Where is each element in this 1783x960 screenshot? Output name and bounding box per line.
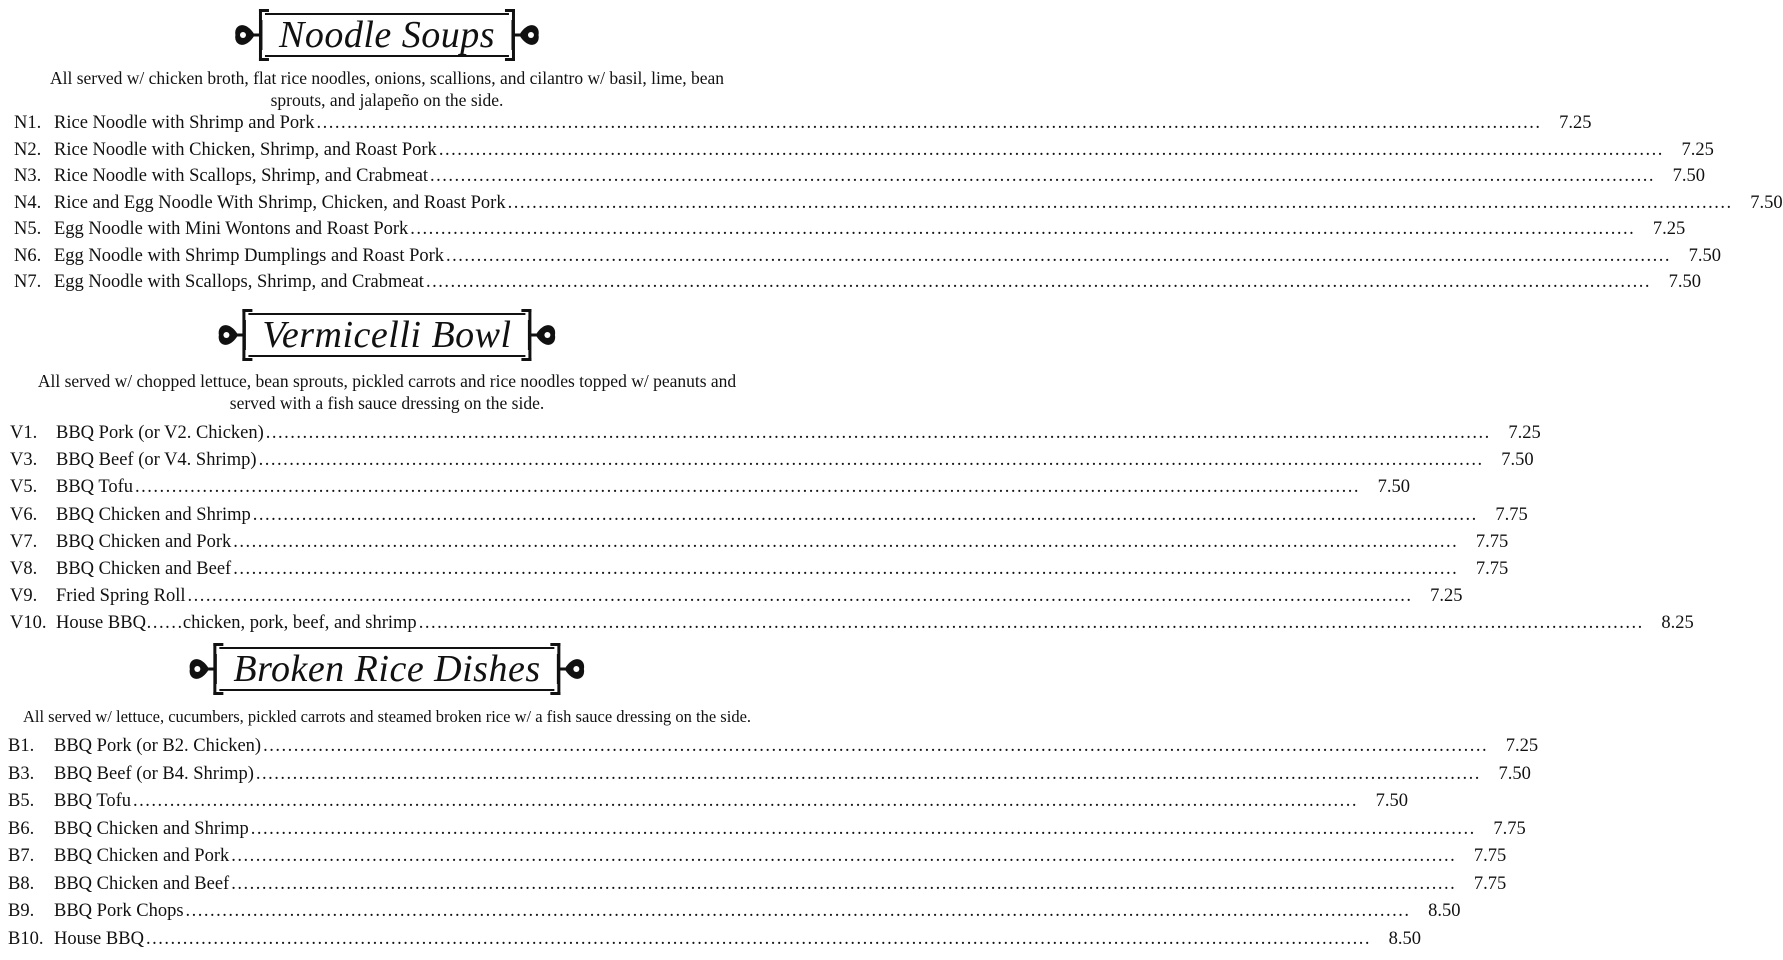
menu-item-code: V3. bbox=[10, 450, 38, 471]
menu-item-price: 7.50 bbox=[1375, 791, 1408, 811]
menu-item-row bbox=[0, 556, 1509, 583]
dot-leader: ........................................................................................................................................................................................................ bbox=[316, 113, 1542, 133]
dot-leader: ........................................................................................................................................................................................................ bbox=[252, 504, 1478, 525]
menu-item-code: B7. bbox=[8, 846, 35, 866]
dot-leader: ........................................................................................................................................................................................................ bbox=[255, 763, 1481, 784]
menu-item-code: B6. bbox=[8, 818, 35, 839]
dot-leader: ........................................................................................................................................................................................................ bbox=[233, 559, 1459, 579]
title-frame bbox=[219, 647, 554, 691]
section-description: All served w/ chopped lettuce, bean sprouts, pickled carrots and rice noodles topped w/ peanuts and served with a fish sauce dressing on the side. bbox=[37, 371, 737, 413]
dot-leader: ........................................................................................................................................................................................................ bbox=[185, 901, 1411, 921]
dot-leader: ........................................................................................................................................................................................................ bbox=[507, 192, 1733, 213]
dot-leader: ........................................................................................................................................................................................................ bbox=[145, 928, 1371, 949]
menu-item-name: Egg Noodle with Mini Wontons and Roast Pork bbox=[54, 219, 409, 239]
dot-leader: ........................................................................................................................................................................................................ bbox=[231, 873, 1457, 894]
menu-item-price: 8.50 bbox=[1388, 928, 1421, 949]
menu-item-price: 7.50 bbox=[1377, 477, 1410, 498]
menu-item-name: BBQ Chicken and Beef bbox=[56, 559, 232, 579]
menu-item-price: 8.25 bbox=[1661, 613, 1694, 634]
dot-leader: ........................................................................................................................................................................................................ bbox=[250, 818, 1476, 839]
menu-item-price: 7.50 bbox=[1501, 450, 1534, 471]
menu-item-code: N4. bbox=[14, 192, 42, 213]
dot-leader: ........................................................................................................................................................................................................ bbox=[263, 736, 1489, 756]
menu-item-row bbox=[0, 110, 1592, 137]
menu-item-code: N6. bbox=[14, 245, 42, 266]
menu-item-row bbox=[0, 926, 1421, 953]
menu-item-name: BBQ Beef (or B4. Shrimp) bbox=[54, 763, 254, 784]
section-description: All served w/ chicken broth, flat rice noodles, onions, scallions, and cilantro w/ basil, lime, bean sprouts, and jalapeño on the side. bbox=[49, 68, 725, 110]
title-frame bbox=[265, 13, 509, 57]
menu-item-code: N1. bbox=[14, 113, 42, 133]
menu-item-code: N3. bbox=[14, 166, 42, 186]
dot-leader: ........................................................................................................................................................................................................ bbox=[187, 586, 1413, 607]
menu-item-row bbox=[0, 474, 1410, 501]
menu-item-code: B9. bbox=[8, 901, 35, 921]
section-title: Broken Rice Dishes bbox=[233, 648, 541, 690]
menu-item-name: Rice Noodle with Shrimp and Pork bbox=[54, 113, 315, 133]
menu-item-row bbox=[0, 733, 1539, 760]
dot-leader: ........................................................................................................................................................................................................ bbox=[410, 219, 1636, 239]
menu-item-code: B5. bbox=[8, 791, 35, 811]
menu-item-name: BBQ Pork (or V2. Chicken) bbox=[56, 423, 264, 443]
menu-item-name: BBQ Chicken and Pork bbox=[56, 531, 232, 552]
menu-item-row bbox=[0, 163, 1706, 190]
menu-item-code: N5. bbox=[14, 219, 42, 239]
menu-item-price: 7.75 bbox=[1475, 559, 1509, 579]
menu-item-price: 7.50 bbox=[1668, 272, 1701, 292]
menu-item-row bbox=[0, 583, 1463, 610]
menu-item-name: BBQ Tofu bbox=[54, 791, 131, 811]
section-title: Noodle Soups bbox=[278, 14, 496, 56]
menu-item-price: 7.25 bbox=[1505, 736, 1539, 756]
menu-item-row bbox=[0, 447, 1534, 474]
menu-item-name: House BBQ……chicken, pork, beef, and shrimp bbox=[56, 613, 417, 634]
menu-item-code: B1. bbox=[8, 736, 35, 756]
menu-item-price: 7.75 bbox=[1475, 531, 1509, 552]
menu-item-code: B3. bbox=[8, 763, 35, 784]
dot-leader: ........................................................................................................................................................................................................ bbox=[438, 139, 1664, 160]
menu-item-row bbox=[0, 610, 1694, 637]
menu-item-code: V10. bbox=[10, 613, 47, 634]
menu-item-price: 7.75 bbox=[1493, 818, 1526, 839]
menu-item-name: BBQ Chicken and Pork bbox=[54, 846, 230, 866]
menu-item-code: V9. bbox=[10, 586, 38, 607]
menu-item-row bbox=[0, 420, 1541, 447]
menu-item-code: B8. bbox=[8, 873, 35, 894]
menu-item-name: BBQ Chicken and Beef bbox=[54, 873, 230, 894]
menu-item-row bbox=[0, 816, 1526, 843]
section-description: All served w/ lettuce, cucumbers, pickled carrots and steamed broken rice w/ a fish sauce dressing on the side. bbox=[22, 707, 752, 726]
menu-item-code: N7. bbox=[14, 272, 42, 292]
menu-item-name: BBQ Chicken and Shrimp bbox=[54, 818, 249, 839]
menu-item-name: BBQ Pork Chops bbox=[54, 901, 184, 921]
dot-leader: ........................................................................................................................................................................................................ bbox=[265, 423, 1491, 443]
title-frame bbox=[248, 313, 525, 357]
section-banner bbox=[185, 646, 588, 692]
dot-leader: ........................................................................................................................................................................................................ bbox=[133, 791, 1358, 811]
menu-item-name: Egg Noodle with Shrimp Dumplings and Roast Pork bbox=[54, 245, 445, 266]
menu-item-code: V7. bbox=[10, 531, 38, 552]
dot-leader: ........................................................................................................................................................................................................ bbox=[135, 477, 1360, 498]
menu-item-price: 7.25 bbox=[1681, 139, 1714, 160]
dot-leader: ........................................................................................................................................................................................................ bbox=[425, 272, 1651, 292]
dot-leader: ........................................................................................................................................................................................................ bbox=[430, 166, 1656, 186]
menu-item-row bbox=[0, 871, 1507, 898]
menu-item-row bbox=[0, 761, 1531, 788]
menu-item-name: Rice Noodle with Scallops, Shrimp, and Crabmeat bbox=[54, 166, 429, 186]
menu-item-price: 7.25 bbox=[1652, 219, 1686, 239]
menu-item-row bbox=[0, 243, 1722, 270]
menu-item-price: 7.25 bbox=[1508, 423, 1541, 443]
menu-item-name: Rice Noodle with Chicken, Shrimp, and Roast Pork bbox=[54, 139, 437, 160]
menu-item-price: 7.50 bbox=[1750, 192, 1783, 213]
menu-item-row bbox=[0, 898, 1461, 925]
menu-item-price: 7.25 bbox=[1430, 586, 1463, 607]
menu-item-code: V6. bbox=[10, 504, 38, 525]
section-banner bbox=[231, 12, 543, 58]
menu-item-code: B10. bbox=[8, 928, 44, 949]
menu-item-row bbox=[0, 190, 1783, 217]
menu-item-name: Fried Spring Roll bbox=[56, 586, 186, 607]
menu-item-row bbox=[0, 529, 1509, 556]
menu-item-code: N2. bbox=[14, 139, 42, 160]
dot-leader: ........................................................................................................................................................................................................ bbox=[446, 245, 1672, 266]
menu-item-row bbox=[0, 269, 1701, 296]
section-banner bbox=[214, 312, 559, 358]
menu-item-code: V5. bbox=[10, 477, 38, 498]
menu-item-code: V8. bbox=[10, 559, 38, 579]
menu-item-price: 8.50 bbox=[1428, 901, 1461, 921]
menu-item-name: BBQ Pork (or B2. Chicken) bbox=[54, 736, 262, 756]
menu-item-price: 7.25 bbox=[1559, 113, 1592, 133]
menu-item-price: 7.75 bbox=[1473, 873, 1507, 894]
dot-leader: ........................................................................................................................................................................................................ bbox=[231, 846, 1457, 866]
menu-item-price: 7.50 bbox=[1672, 166, 1706, 186]
section-title: Vermicelli Bowl bbox=[262, 314, 512, 356]
menu-item-name: BBQ Chicken and Shrimp bbox=[56, 504, 251, 525]
dot-leader: ........................................................................................................................................................................................................ bbox=[258, 450, 1484, 471]
menu-item-name: BBQ Tofu bbox=[56, 477, 133, 498]
menu-item-row bbox=[0, 137, 1714, 164]
menu-item-price: 7.50 bbox=[1498, 763, 1531, 784]
menu-item-name: Egg Noodle with Scallops, Shrimp, and Crabmeat bbox=[54, 272, 424, 292]
menu-item-name: House BBQ bbox=[54, 928, 144, 949]
menu-item-name: BBQ Beef (or V4. Shrimp) bbox=[56, 450, 257, 471]
menu-item-price: 7.50 bbox=[1688, 245, 1722, 266]
dot-leader: ........................................................................................................................................................................................................ bbox=[418, 613, 1644, 634]
menu-item-row bbox=[0, 502, 1528, 529]
menu-item-row bbox=[0, 788, 1408, 815]
menu-item-row bbox=[0, 216, 1686, 243]
menu-item-price: 7.75 bbox=[1495, 504, 1528, 525]
menu-item-price: 7.75 bbox=[1473, 846, 1507, 866]
menu-item-name: Rice and Egg Noodle With Shrimp, Chicken, and Roast Pork bbox=[54, 192, 506, 213]
menu-item-row bbox=[0, 843, 1507, 870]
menu-item-code: V1. bbox=[10, 423, 38, 443]
dot-leader: ........................................................................................................................................................................................................ bbox=[233, 531, 1459, 552]
